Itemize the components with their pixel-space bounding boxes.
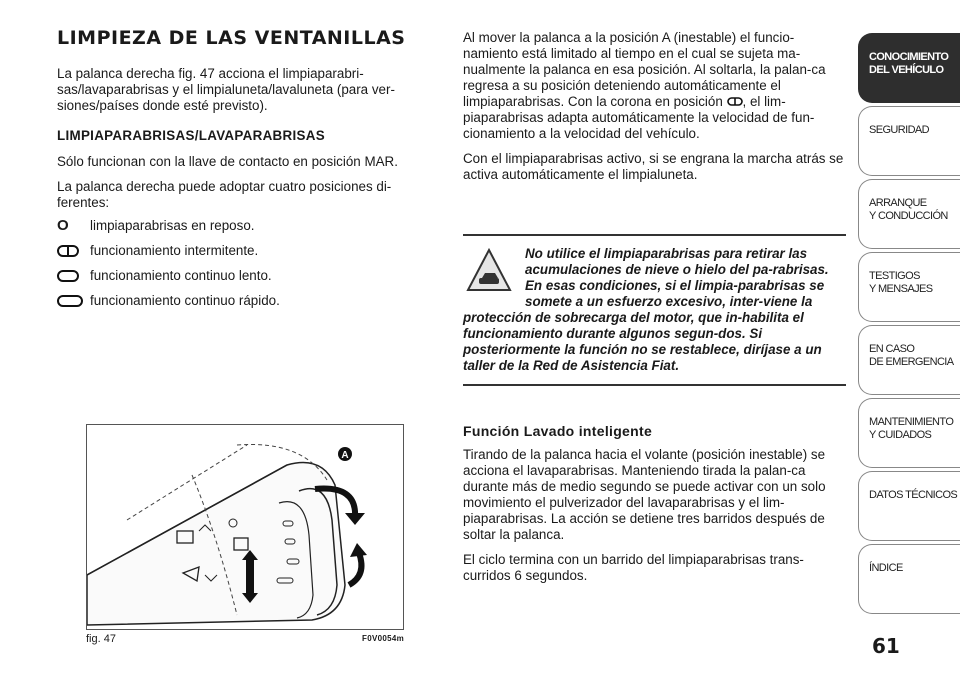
tab-label: ARRANQUE [869, 197, 927, 209]
tab-label: Y CONDUCCIÓN [869, 210, 948, 222]
tab-label: EN CASO [869, 343, 915, 355]
text-span: , el lim-piaparabrisas adapta automáticamente la velocidad de fun-cionamiento a la velocidad del vehículo. [463, 94, 815, 141]
warning-triangle-icon [465, 246, 513, 294]
list-item [57, 288, 437, 313]
position-text: limpiaparabrisas en reposo. [90, 217, 255, 233]
function-heading: Función Lavado inteligente [463, 423, 653, 439]
tab-label: SEGURIDAD [869, 124, 929, 136]
label-a: A [341, 450, 349, 461]
intermittent-icon [57, 245, 90, 257]
slow-icon [57, 270, 90, 282]
right-column [463, 30, 846, 192]
text-span: Al mover la palanca a la posición A (inestable) el funcio-namiento está limitado al tiempo en el cual se sujeta ma-nualmente la palanca en esa posición. Al soltarla, la palan-ca regresa a su posición deteniendo automáticamente el limpiaparabrisas. Con la corona en posición [463, 30, 826, 109]
tab-arranque[interactable] [858, 179, 960, 249]
figure-label: fig. 47 [86, 633, 116, 645]
paragraph-positions: La palanca derecha puede adoptar cuatro posiciones di-ferentes: [57, 179, 392, 210]
tab-testigos[interactable] [858, 252, 960, 322]
tab-label: TESTIGOS [869, 270, 920, 282]
list-item [57, 263, 437, 288]
function-paragraph-end: El ciclo termina con un barrido del limpiaparabrisas trans-curridos 6 segundos. [463, 552, 804, 583]
tab-label: DE EMERGENCIA [869, 356, 954, 368]
left-column [57, 27, 437, 313]
wiper-lever-illustration [87, 425, 403, 629]
list-item [57, 238, 437, 263]
paragraph-position-a [463, 30, 846, 142]
intro-paragraph: La palanca derecha fig. 47 acciona el limpiaparabri-sas/lavaparabrisas y el limpialuneta/lavaluneta (para ver-siones/países donde esté previsto). [57, 66, 395, 113]
tab-label: Y CUIDADOS [869, 429, 932, 441]
warning-text: No utilice el limpiaparabrisas para retirar las acumulaciones de nieve o hielo del pa-rabrisas. En esas condiciones, si el limpia-parabrisas se somete a un esfuerzo excesivo, inter-viene la protección de sobrecarga del motor, que in-habilita el funcionamiento durante algunos segun-dos. Si posteriormente la función no se restablece, diríjase a un taller de la Red de Asistencia Fiat. [463, 246, 829, 373]
tab-label: ÍNDICE [869, 562, 903, 574]
paragraph-mar: Sólo funcionan con la llave de contacto en posición MAR. [57, 154, 398, 169]
tab-seguridad[interactable] [858, 106, 960, 176]
page-number: 61 [872, 634, 900, 658]
position-text: funcionamiento continuo rápido. [90, 292, 280, 308]
tab-indice[interactable] [858, 544, 960, 614]
subheading: LIMPIAPARABRISAS/LAVAPARABRISAS [57, 128, 325, 143]
tab-label: DEL VEHÍCULO [869, 64, 944, 76]
function-body [463, 447, 846, 593]
list-item [57, 213, 437, 238]
off-symbol: O [57, 216, 69, 234]
tab-emergencia[interactable] [858, 325, 960, 395]
tab-label: Y MENSAJES [869, 283, 933, 295]
sidebar-nav [858, 33, 960, 617]
figure-47 [86, 424, 404, 630]
tab-label: DATOS TÉCNICOS [869, 489, 958, 501]
tab-datos-tecnicos[interactable] [858, 471, 960, 541]
section-title: LIMPIEZA DE LAS VENTANILLAS [57, 27, 406, 49]
auto-crown-icon [727, 97, 743, 106]
paragraph-reverse: Con el limpiaparabrisas activo, si se engrana la marcha atrás se activa automáticamente el limpialuneta. [463, 151, 844, 182]
warning-box [463, 234, 846, 386]
figure-caption [86, 633, 404, 645]
tab-mantenimiento[interactable] [858, 398, 960, 468]
positions-list [57, 213, 437, 313]
figure-code: F0V0054m [362, 634, 404, 643]
fast-icon [57, 295, 90, 307]
position-text: funcionamiento intermitente. [90, 242, 259, 258]
tab-label: MANTENIMIENTO [869, 416, 954, 428]
tab-conocimiento[interactable] [858, 33, 960, 103]
tab-label: CONOCIMIENTO [869, 51, 949, 63]
position-text: funcionamiento continuo lento. [90, 267, 272, 283]
function-paragraph: Tirando de la palanca hacia el volante (posición inestable) se acciona el lavaparabrisas. Manteniendo tirada la palan-ca durante más de medio segundo se puede activar con un solo movimiento el pulverizador del lavaparabrisas y el lim-piaparabrisas. La acción se detiene tres barridos después de soltar la palanca. [463, 447, 826, 542]
